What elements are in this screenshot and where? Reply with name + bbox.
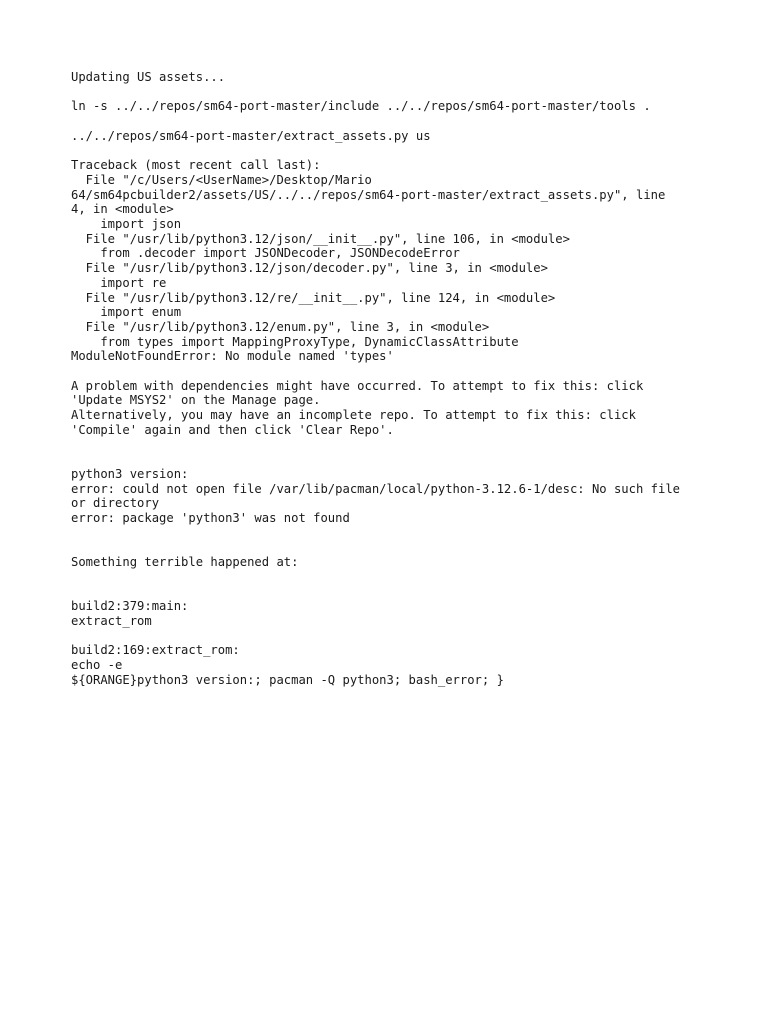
- log-line: python3 version:: [71, 466, 189, 481]
- log-line: 4, in <module>: [71, 202, 174, 217]
- log-line: or directory: [71, 496, 160, 511]
- log-line: import enum: [71, 305, 182, 320]
- log-line: A problem with dependencies might have occurred. To attempt to fix this: click: [71, 378, 644, 393]
- log-line: Updating US assets...: [71, 70, 226, 84]
- log-line: ln -s ../../repos/sm64-port-master/include ../../repos/sm64-port-master/tools .: [71, 99, 651, 114]
- log-line: File "/usr/lib/python3.12/re/__init__.py", line 124, in <module>: [71, 290, 556, 305]
- log-line: 64/sm64pcbuilder2/assets/US/../../repos/sm64-port-master/extract_assets.py", line: [71, 187, 666, 202]
- log-line: [71, 584, 711, 599]
- log-line: 'Compile' again and then click 'Clear Repo'.: [71, 422, 394, 437]
- log-line: [71, 364, 711, 379]
- log-line: [71, 143, 711, 158]
- log-line: ModuleNotFoundError: No module named 'types': [71, 349, 394, 364]
- log-line: [71, 438, 711, 453]
- log-line: import re: [71, 275, 167, 290]
- log-line: File "/usr/lib/python3.12/json/decoder.py", line 3, in <module>: [71, 261, 548, 276]
- log-line: [71, 114, 711, 129]
- log-line: 'Update MSYS2' on the Manage page.: [71, 393, 321, 408]
- terminal-log: [71, 70, 711, 687]
- log-line: extract_rom: [71, 613, 152, 628]
- log-line: File "/c/Users/<UserName>/Desktop/Mario: [71, 172, 372, 187]
- log-line: [71, 629, 711, 644]
- log-line: [71, 526, 711, 541]
- log-line: Traceback (most recent call last):: [71, 158, 321, 173]
- log-line: from .decoder import JSONDecoder, JSONDecodeError: [71, 246, 460, 261]
- log-line: error: could not open file /var/lib/pacman/local/python-3.12.6-1/desc: No such file: [71, 481, 681, 496]
- log-line: build2:169:extract_rom:: [71, 643, 240, 658]
- log-line: import json: [71, 216, 182, 231]
- log-line: File "/usr/lib/python3.12/enum.py", line 3, in <module>: [71, 319, 490, 334]
- log-line: error: package 'python3' was not found: [71, 511, 350, 525]
- log-line: [71, 540, 711, 555]
- log-line: Something terrible happened at:: [71, 555, 299, 570]
- log-line: from types import MappingProxyType, DynamicClassAttribute: [71, 334, 519, 349]
- log-line: [71, 85, 711, 100]
- log-line: build2:379:main:: [71, 599, 189, 614]
- log-line: echo -e: [71, 657, 123, 672]
- log-line: [71, 452, 711, 467]
- log-line: ${ORANGE}python3 version:; pacman -Q python3; bash_error; }: [71, 672, 504, 687]
- log-line: Alternatively, you may have an incomplete repo. To attempt to fix this: click: [71, 408, 636, 423]
- log-line: ../../repos/sm64-port-master/extract_assets.py us: [71, 128, 431, 143]
- log-line: File "/usr/lib/python3.12/json/__init__.py", line 106, in <module>: [71, 231, 570, 246]
- log-line: [71, 570, 711, 585]
